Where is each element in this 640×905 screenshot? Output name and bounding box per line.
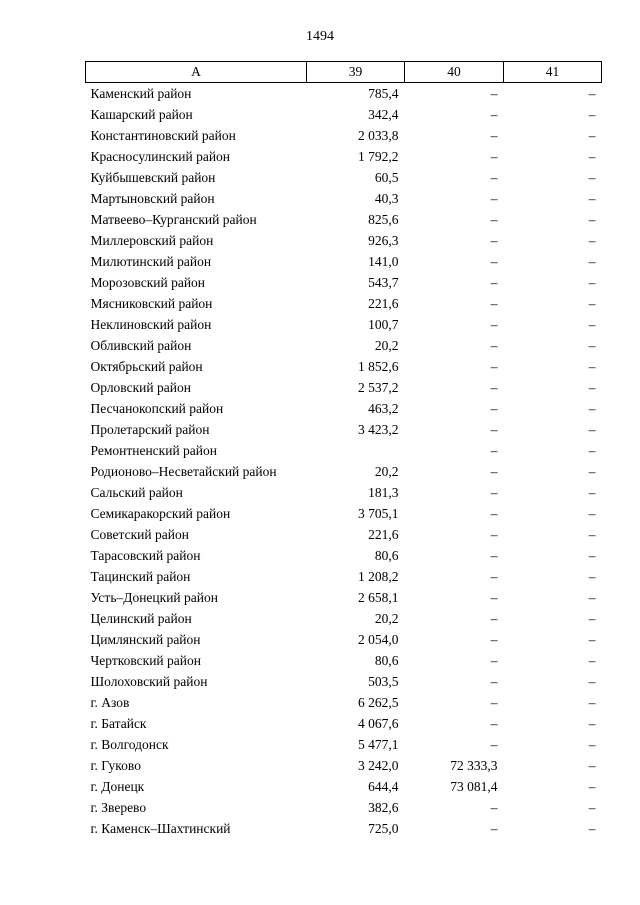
value-41-cell: – — [588, 527, 596, 542]
value-39-cell: 221,6 — [368, 527, 399, 542]
value-41-cell: – — [588, 254, 596, 269]
value-40-cell: – — [490, 170, 498, 185]
value-41-cell: – — [588, 632, 596, 647]
value-40-cell: – — [490, 338, 498, 353]
value-40-cell: – — [490, 464, 498, 479]
value-40-cell: – — [490, 359, 498, 374]
table-row — [86, 188, 602, 209]
value-39-cell: 463,2 — [368, 401, 399, 416]
value-39-cell: 40,3 — [374, 191, 399, 206]
value-41-cell: – — [588, 800, 596, 815]
name-cell: Константиновский район — [90, 128, 236, 143]
value-39-cell: 5 477,1 — [358, 737, 399, 752]
value-39-cell: 80,6 — [374, 653, 399, 668]
table-row — [86, 251, 602, 272]
value-39-cell: 3 705,1 — [358, 506, 399, 521]
value-40-cell: 72 333,3 — [450, 758, 498, 773]
name-cell: Пролетарский район — [90, 422, 210, 437]
table-header-row — [86, 62, 602, 83]
value-39-cell: 503,5 — [368, 674, 399, 689]
table-row — [86, 293, 602, 314]
table-row — [86, 335, 602, 356]
value-41-cell: – — [588, 590, 596, 605]
value-41-cell: – — [588, 758, 596, 773]
value-40-cell: – — [490, 737, 498, 752]
table-body — [86, 83, 602, 840]
value-41-cell: – — [588, 611, 596, 626]
name-cell: г. Волгодонск — [90, 737, 169, 752]
table-row — [86, 650, 602, 671]
value-39-cell: 1 852,6 — [358, 359, 399, 374]
table-row — [86, 440, 602, 461]
value-39-cell: 926,3 — [368, 233, 399, 248]
value-41-cell: – — [588, 170, 596, 185]
name-cell: Кашарский район — [90, 107, 193, 122]
value-40-cell: – — [490, 107, 498, 122]
table-row — [86, 83, 602, 105]
value-40-cell: – — [490, 548, 498, 563]
data-table — [85, 61, 602, 839]
value-39-cell: 141,0 — [368, 254, 399, 269]
value-41-cell: – — [588, 128, 596, 143]
value-39-cell: 382,6 — [368, 800, 399, 815]
name-cell: Обливский район — [90, 338, 192, 353]
value-40-cell: – — [490, 233, 498, 248]
name-cell: Чертковский район — [90, 653, 201, 668]
table-row — [86, 776, 602, 797]
value-41-cell: – — [588, 233, 596, 248]
value-39-cell: 785,4 — [368, 85, 399, 101]
name-cell: г. Зверево — [90, 800, 147, 815]
value-41-cell: – — [588, 85, 596, 101]
value-40-cell: – — [490, 254, 498, 269]
value-40-cell: – — [490, 485, 498, 500]
table-row — [86, 146, 602, 167]
name-cell: Мартыновский район — [90, 191, 215, 206]
value-40-cell: – — [490, 275, 498, 290]
table-row — [86, 230, 602, 251]
name-cell: Октябрьский район — [90, 359, 203, 374]
value-41-cell: – — [588, 821, 596, 836]
value-41-cell: – — [588, 716, 596, 731]
value-40-cell: – — [490, 128, 498, 143]
name-cell: Целинский район — [90, 611, 192, 626]
value-40-cell: – — [490, 527, 498, 542]
value-39-cell: 6 262,5 — [358, 695, 399, 710]
name-cell: Каменский район — [90, 85, 192, 101]
value-41-cell: – — [588, 212, 596, 227]
table-row — [86, 356, 602, 377]
name-cell: Тацинский район — [90, 569, 191, 584]
name-cell: г. Гуково — [90, 758, 141, 773]
value-39-cell: 1 208,2 — [358, 569, 399, 584]
value-40-cell: – — [490, 191, 498, 206]
value-39-cell: 2 054,0 — [358, 632, 399, 647]
table-row — [86, 209, 602, 230]
value-39-cell: 1 792,2 — [358, 149, 399, 164]
name-cell: г. Азов — [90, 695, 130, 710]
table-row — [86, 671, 602, 692]
name-cell: Ремонтненский район — [90, 443, 217, 458]
value-41-cell: – — [588, 569, 596, 584]
table-row — [86, 461, 602, 482]
value-39-cell: 221,6 — [368, 296, 399, 311]
value-39-cell: 2 658,1 — [358, 590, 399, 605]
value-40-cell: – — [490, 716, 498, 731]
table-row — [86, 587, 602, 608]
value-40-cell: – — [490, 695, 498, 710]
value-41-cell: – — [588, 737, 596, 752]
name-cell: г. Каменск–Шахтинский — [90, 821, 231, 836]
table-row — [86, 713, 602, 734]
value-41-cell: – — [588, 401, 596, 416]
table-row — [86, 125, 602, 146]
value-41-cell: – — [588, 506, 596, 521]
column-header-41: 41 — [504, 62, 602, 83]
value-39-cell: 20,2 — [374, 338, 399, 353]
table-row — [86, 524, 602, 545]
table-row — [86, 104, 602, 125]
value-40-cell: – — [490, 422, 498, 437]
table-row — [86, 503, 602, 524]
table-row — [86, 818, 602, 839]
value-39-cell — [307, 440, 405, 461]
value-39-cell: 2 537,2 — [358, 380, 399, 395]
value-40-cell: – — [490, 800, 498, 815]
value-40-cell: – — [490, 380, 498, 395]
value-41-cell: – — [588, 338, 596, 353]
value-40-cell: – — [490, 590, 498, 605]
table-row — [86, 419, 602, 440]
value-40-cell: – — [490, 149, 498, 164]
value-39-cell: 60,5 — [374, 170, 399, 185]
name-cell: Сальский район — [90, 485, 183, 500]
value-40-cell: – — [490, 212, 498, 227]
value-39-cell: 3 423,2 — [358, 422, 399, 437]
table-row — [86, 755, 602, 776]
column-header-40: 40 — [405, 62, 504, 83]
name-cell: Орловский район — [90, 380, 191, 395]
value-40-cell: – — [490, 317, 498, 332]
name-cell: Мясниковский район — [90, 296, 213, 311]
name-cell: Усть–Донецкий район — [90, 590, 218, 605]
value-41-cell: – — [588, 107, 596, 122]
name-cell: Красносулинский район — [90, 149, 231, 164]
value-40-cell: – — [490, 569, 498, 584]
name-cell: Песчанокопский район — [90, 401, 224, 416]
value-41-cell: – — [588, 695, 596, 710]
value-39-cell: 825,6 — [368, 212, 399, 227]
name-cell: Миллеровский район — [90, 233, 214, 248]
table-row — [86, 167, 602, 188]
name-cell: Куйбышевский район — [90, 170, 216, 185]
value-41-cell: – — [588, 317, 596, 332]
value-40-cell: – — [490, 821, 498, 836]
value-39-cell: 725,0 — [368, 821, 399, 836]
table-row — [86, 272, 602, 293]
value-39-cell: 80,6 — [374, 548, 399, 563]
table-row — [86, 692, 602, 713]
name-cell: Тарасовский район — [90, 548, 201, 563]
column-header-a: А — [86, 62, 307, 83]
value-41-cell: – — [588, 275, 596, 290]
value-40-cell: – — [490, 85, 498, 101]
table-row — [86, 482, 602, 503]
name-cell: Морозовский район — [90, 275, 206, 290]
value-40-cell: – — [490, 674, 498, 689]
value-39-cell: 100,7 — [368, 317, 399, 332]
table-row — [86, 545, 602, 566]
table-row — [86, 629, 602, 650]
value-39-cell: 4 067,6 — [358, 716, 399, 731]
name-cell: Шолоховский район — [90, 674, 208, 689]
value-41-cell: – — [588, 779, 596, 794]
name-cell: г. Донецк — [90, 779, 145, 794]
value-41-cell: – — [588, 548, 596, 563]
name-cell: г. Батайск — [90, 716, 147, 731]
value-41-cell: – — [588, 422, 596, 437]
table-row — [86, 314, 602, 335]
value-41-cell: – — [588, 296, 596, 311]
table-row — [86, 377, 602, 398]
value-41-cell: – — [588, 191, 596, 206]
value-40-cell: – — [490, 653, 498, 668]
value-40-cell: – — [490, 632, 498, 647]
column-header-39: 39 — [307, 62, 405, 83]
value-39-cell: 543,7 — [368, 275, 399, 290]
value-41-cell: – — [588, 653, 596, 668]
value-39-cell: 181,3 — [368, 485, 399, 500]
name-cell: Милютинский район — [90, 254, 212, 269]
value-41-cell: – — [588, 464, 596, 479]
table-row — [86, 797, 602, 818]
table-row — [86, 398, 602, 419]
value-40-cell: – — [490, 443, 498, 458]
value-41-cell: – — [588, 443, 596, 458]
value-40-cell: – — [490, 506, 498, 521]
value-41-cell: – — [588, 149, 596, 164]
name-cell: Неклиновский район — [90, 317, 212, 332]
name-cell: Семикаракорский район — [90, 506, 231, 521]
value-41-cell: – — [588, 359, 596, 374]
value-39-cell: 644,4 — [368, 779, 399, 794]
value-40-cell: 73 081,4 — [450, 779, 498, 794]
value-40-cell: – — [490, 611, 498, 626]
name-cell: Родионово–Несветайский район — [90, 464, 277, 479]
table-row — [86, 734, 602, 755]
value-39-cell: 20,2 — [374, 464, 399, 479]
name-cell: Матвеево–Курганский район — [90, 212, 257, 227]
name-cell: Советский район — [90, 527, 189, 542]
value-41-cell: – — [588, 380, 596, 395]
value-41-cell: – — [588, 674, 596, 689]
value-39-cell: 2 033,8 — [358, 128, 399, 143]
value-40-cell: – — [490, 401, 498, 416]
table-row — [86, 608, 602, 629]
table-row — [86, 566, 602, 587]
value-39-cell: 342,4 — [368, 107, 399, 122]
name-cell: Цимлянский район — [90, 632, 201, 647]
value-39-cell: 3 242,0 — [358, 758, 399, 773]
value-40-cell: – — [490, 296, 498, 311]
page-number: 1494 — [306, 29, 334, 44]
value-39-cell: 20,2 — [374, 611, 399, 626]
value-41-cell: – — [588, 485, 596, 500]
